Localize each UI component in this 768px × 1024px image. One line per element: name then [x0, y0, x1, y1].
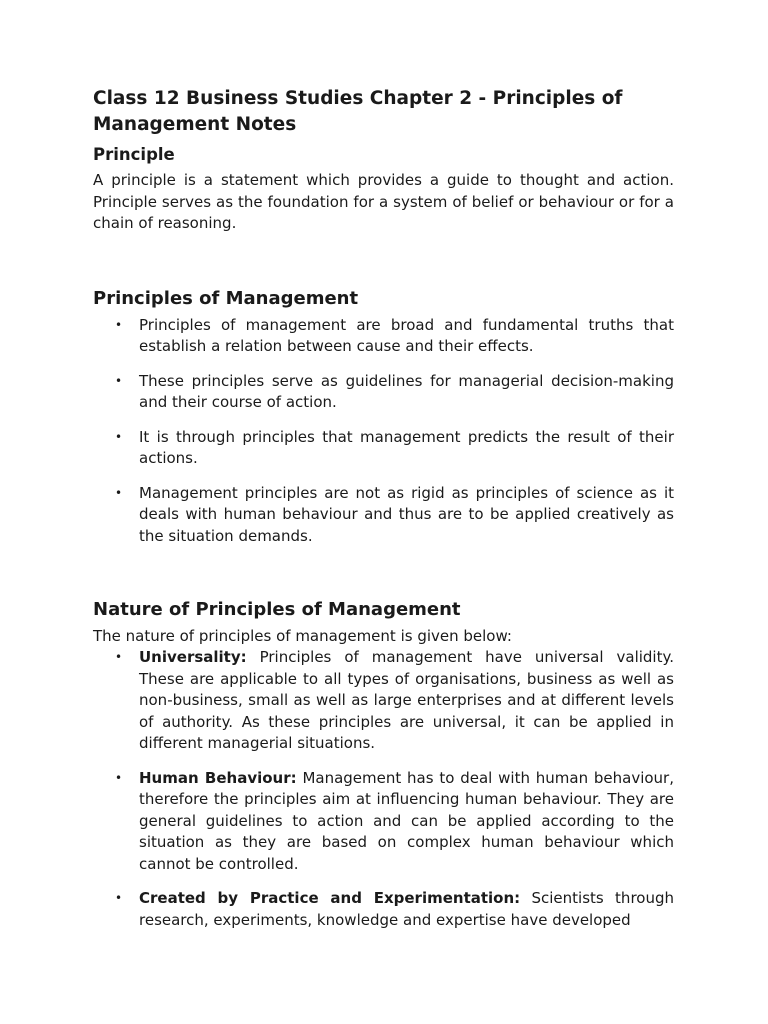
principles-of-management-heading: Principles of Management	[93, 287, 359, 309]
list-item	[93, 483, 674, 548]
list-item-text: It is through principles that management predicts the result of their actions.	[139, 427, 674, 467]
bullet-icon: •	[115, 429, 123, 444]
list-item-text: Management has to deal with human behaviour, therefore the principles aim at influencing human behaviour. They are general guidelines to action and can be applied according to the situation as they are based on complex human behaviour which cannot be controlled.	[139, 768, 674, 873]
list-item	[93, 427, 674, 470]
list-item-text: Scientists through research, experiments, knowledge and expertise have developed	[139, 889, 674, 929]
list-item-text: Principles of management are broad and fundamental truths that establish a relation between cause and their effects.	[139, 315, 674, 355]
bullet-icon: •	[115, 891, 123, 905]
list-item	[93, 315, 674, 358]
nature-intro: The nature of principles of management is given below:	[93, 627, 512, 645]
principle-heading: Principle	[93, 145, 175, 164]
list-item-term: Created by Practice and Experimentation:	[139, 889, 521, 907]
list-item-term: Universality:	[139, 648, 247, 666]
principles-of-management-list	[93, 315, 674, 548]
bullet-icon: •	[115, 317, 123, 332]
principle-paragraph: A principle is a statement which provides a guide to thought and action. Principle serves as the foundation for a system of belief or behaviour or for a chain of reasoning.	[93, 171, 674, 232]
list-item	[93, 888, 674, 931]
nature-list	[93, 647, 674, 931]
list-item	[93, 768, 674, 876]
list-item	[93, 647, 674, 755]
list-item-term: Human Behaviour:	[139, 768, 297, 787]
list-item-text: Management principles are not as rigid as principles of science as it deals with human behaviour and thus are to be applied creatively as the situation demands.	[139, 483, 674, 545]
list-item-text: Principles of management have universal validity. These are applicable to all types of organisations, business as well as non-business, small as well as large enterprises and at different levels of authority. As these principles are universal, it can be applied in different managerial situations.	[139, 648, 674, 752]
section-spacer	[93, 560, 674, 598]
section-spacer	[93, 235, 674, 287]
nature-heading: Nature of Principles of Management	[93, 599, 461, 620]
document-title: Class 12 Business Studies Chapter 2 - Principles of Management Notes	[93, 88, 623, 135]
bullet-icon: •	[115, 485, 123, 500]
list-item	[93, 371, 674, 414]
bullet-icon: •	[115, 770, 123, 785]
list-item-text: These principles serve as guidelines for managerial decision-making and their course of action.	[139, 371, 674, 411]
bullet-icon: •	[115, 650, 123, 664]
bullet-icon: •	[115, 373, 123, 388]
